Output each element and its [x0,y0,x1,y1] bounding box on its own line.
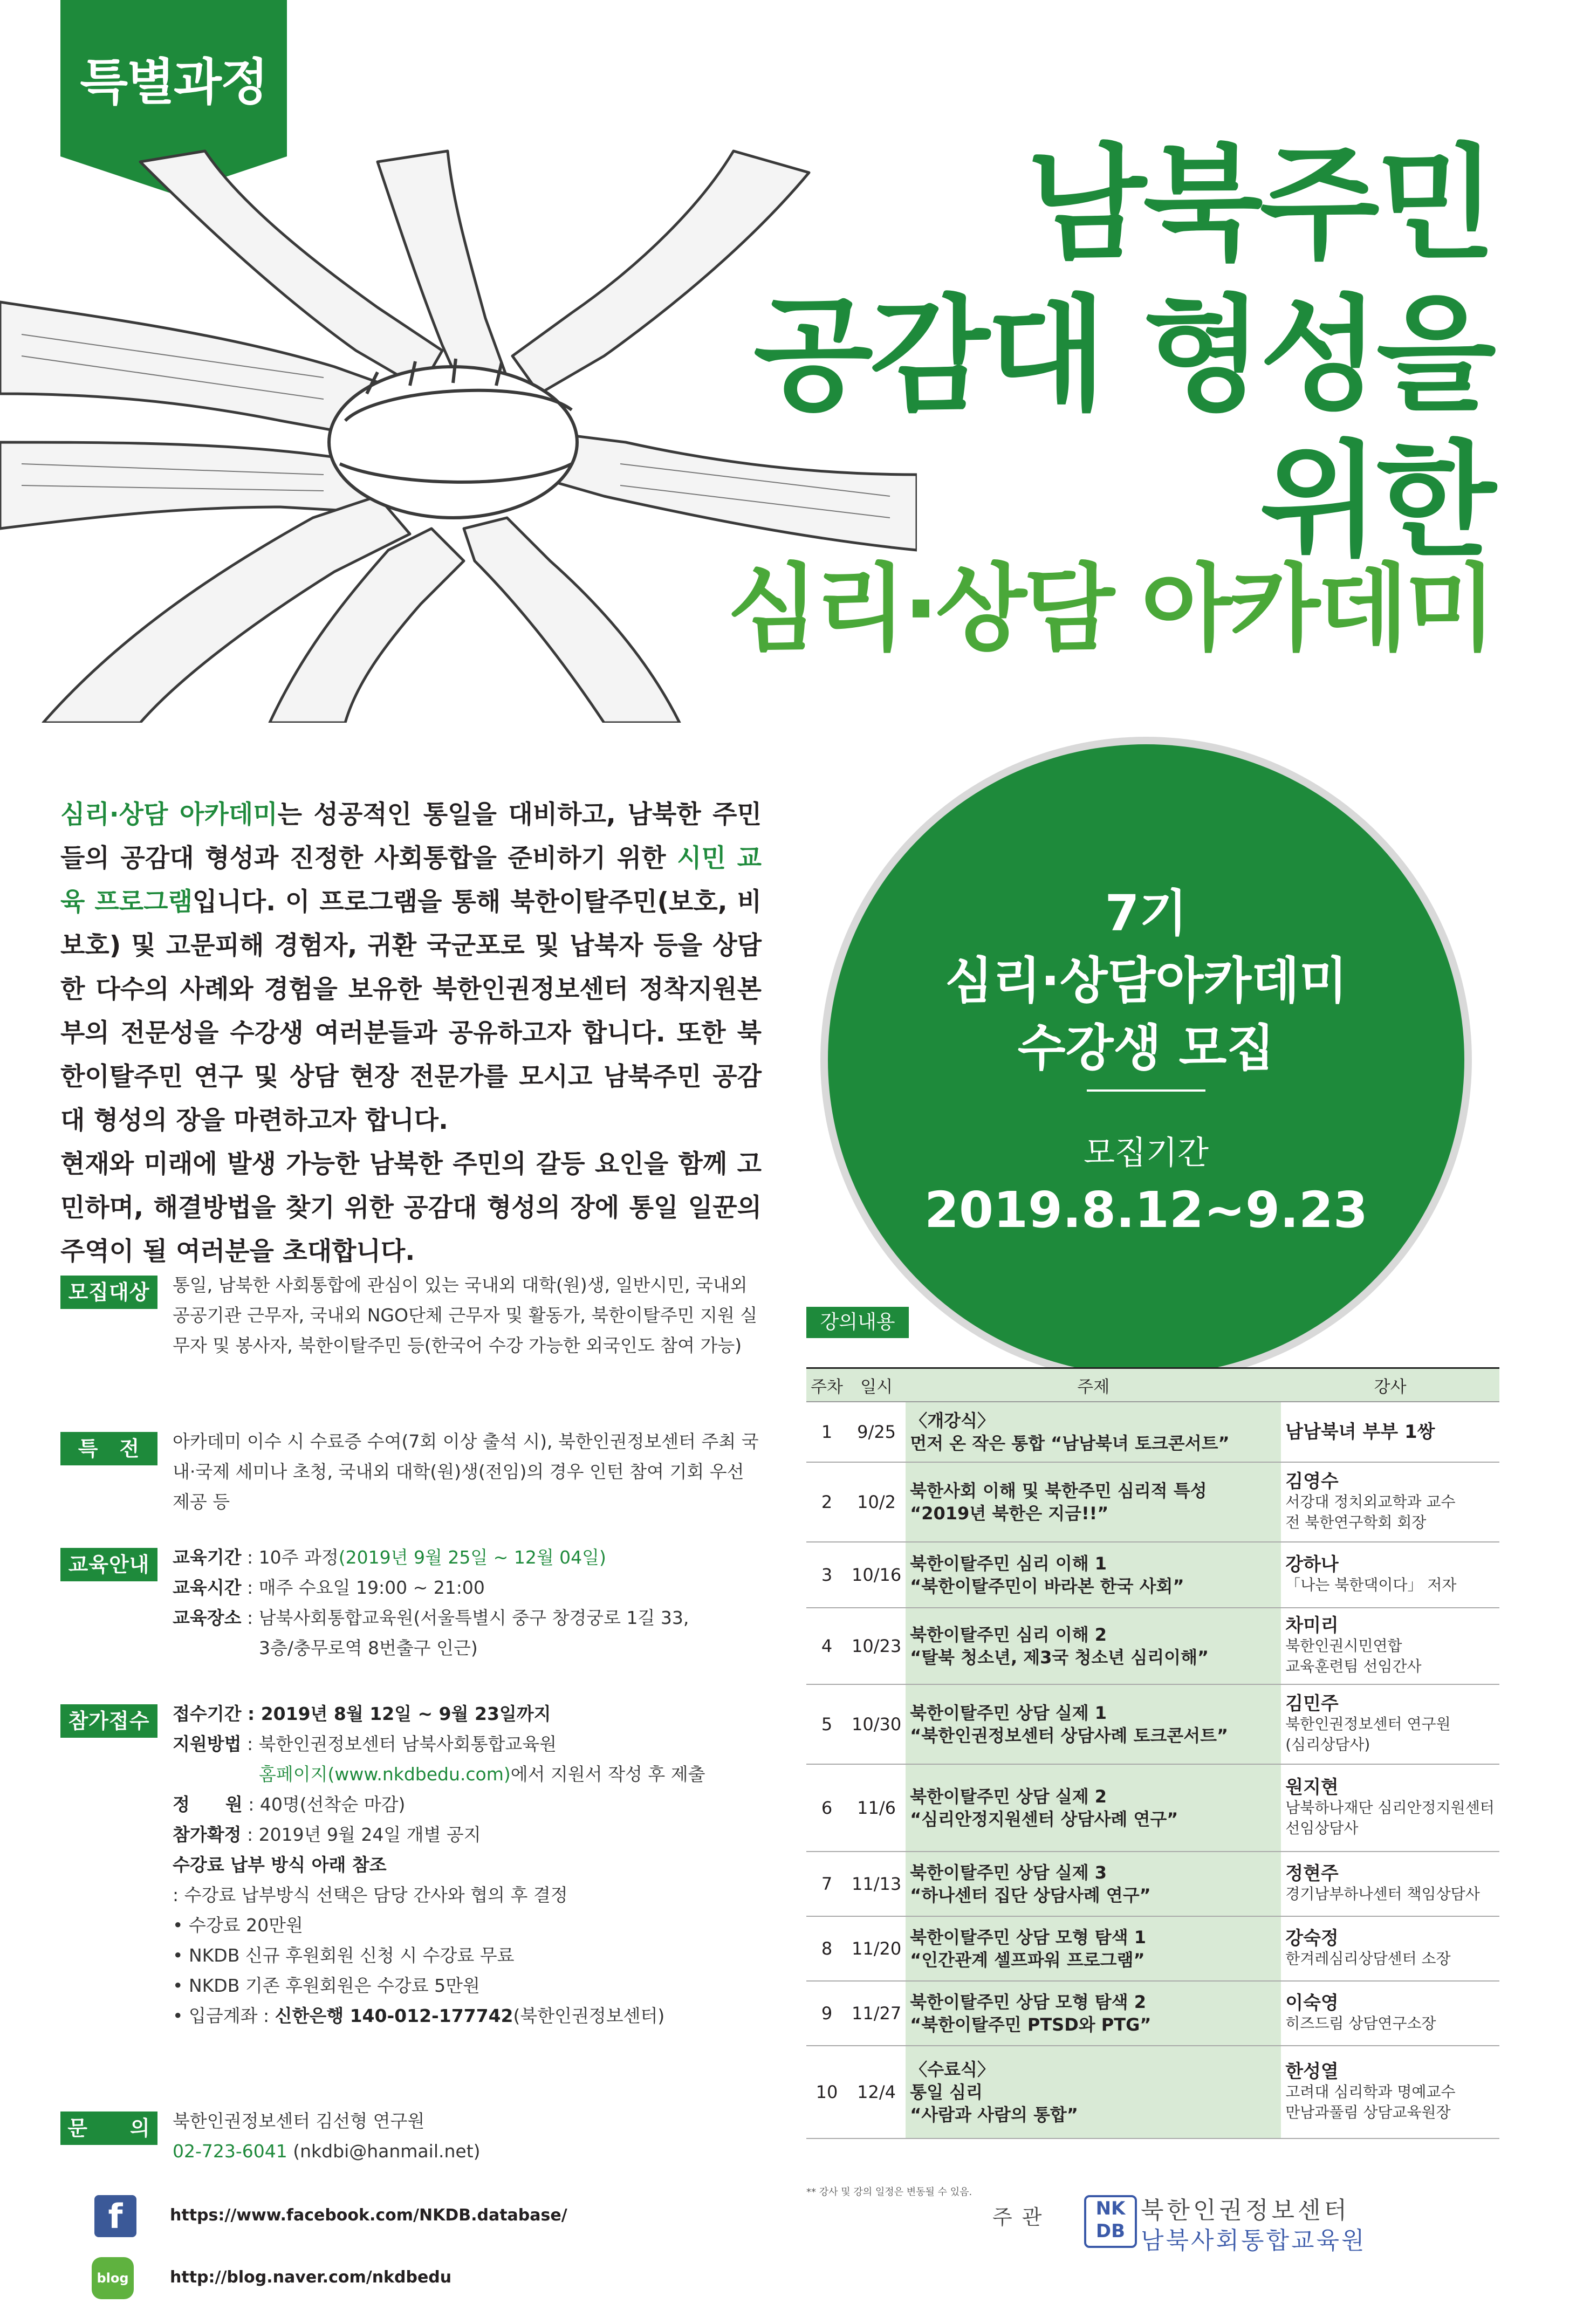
lecture-row [806,2046,1499,2138]
edu-period: : 10주 과정 [241,1547,339,1568]
apply-fee-2: • 수강료 20만원 [173,1915,303,1936]
benefit-text: 아카데미 이수 시 수료증 수여(7회 이상 출석 시), 북한인권정보센터 주최 국내·국제 세미나 초청, 국내외 대학(원)생(전임)의 경우 인턴 참여 기회 우선 제공 등 [173,1431,759,1512]
apply-method-label: 지원방법 [173,1733,242,1754]
lecturer-name: 김영수 [1285,1471,1339,1492]
apply-bank-account: 신한은행 140-012-177742 [275,2005,513,2026]
apply-period: : 2019년 8월 12일 ~ 9월 23일까지 [241,1703,551,1724]
lecture-topic-line: “인간관계 셀프파워 프로그램” [910,1950,1145,1970]
circle-divider [1087,1089,1205,1092]
schedule-note: ** 강사 및 강의 일정은 변동될 수 있음. [806,2186,972,2198]
lecture-lecturer [1281,1608,1499,1684]
host-label: 주관 [992,2205,1052,2229]
lecture-topic-line: “사람과 사람의 통합” [910,2104,1078,2125]
lecturer-desc: 전 북한연구학회 회장 [1285,1513,1427,1531]
lecture-lecturer [1281,1542,1499,1608]
lecturer-desc: 한겨레심리상담센터 소장 [1285,1950,1451,1967]
facebook-link[interactable]: https://www.facebook.com/NKDB.database/ [170,2206,567,2225]
lecture-topic [906,1684,1281,1764]
lecturer-desc: 고려대 심리학과 명예교수 [1285,2083,1456,2101]
lecture-lecturer [1281,1684,1499,1764]
col-topic: 주제 [906,1368,1281,1402]
col-week: 주차 [806,1368,847,1402]
lecturer-name: 강숙정 [1285,1928,1339,1949]
lecture-week: 6 [806,1764,847,1852]
lecture-date: 10/16 [847,1542,906,1608]
apply-tag: 참가접수 [60,1704,157,1738]
lecture-topic [906,1764,1281,1852]
recruitment-circle [828,744,1464,1375]
lecture-row [806,1981,1499,2046]
benefit-tag: 특 전 [60,1432,157,1465]
apply-method-2: 에서 지원서 작성 후 제출 [510,1764,705,1785]
lecturer-desc: 히즈드림 상담연구소장 [1285,2014,1436,2032]
lecture-lecturer [1281,1764,1499,1852]
lecturer-desc: 경기남부하나센터 책임상담사 [1285,1885,1480,1903]
lecture-date: 10/23 [847,1608,906,1684]
lecture-topic-line: 〈수료식〉 [910,2059,995,2080]
edu-place-label: 교육장소 [173,1607,242,1628]
lecturer-desc: 「나는 북한댁이다」 저자 [1285,1576,1457,1594]
lecture-row [806,1764,1499,1852]
lecture-date: 10/2 [847,1462,906,1542]
target-text: 통일, 남북한 사회통합에 관심이 있는 국내외 대학(원)생, 일반시민, 국내외 공공기관 근무자, 국내외 NGO단체 근무자 및 활동가, 북한이탈주민 지원 실무자 및 봉사자, 북한이탈주민 등(한국어 수강 가능한 외국인도 참여 가능) [173,1274,758,1356]
lecture-row [806,1402,1499,1462]
lecturer-desc: 선임상담사 [1285,1819,1359,1837]
lecture-topic-line: “하나센터 집단 상담사례 연구” [910,1885,1151,1905]
lecture-date: 11/13 [847,1852,906,1916]
intro-highlight: 시민 교육 프로그램 [60,844,762,917]
lecture-topic [906,1608,1281,1684]
intro-text-2: 현재와 미래에 발생 가능한 남북한 주민의 갈등 요인을 함께 고민하며, 해결방법을 찾기 위한 공감대 형성의 장에 통일 일꾼의 주역이 될 여러분을 초대합니다. [60,1149,762,1266]
circle-program: 심리·상담아카데미 [945,952,1347,1010]
org-name-2: 남북사회통합교육원 [1141,2227,1367,2254]
circle-cohort: 7기 [1105,885,1188,942]
lecture-date: 12/4 [847,2046,906,2138]
headline-line-1: 남북주민 [1026,133,1493,277]
contact-info [173,2106,766,2167]
lecture-tag: 강의내용 [806,1307,909,1338]
lecturer-name: 김민주 [1285,1693,1339,1715]
apply-fee-5b: (북한인권정보센터) [513,2005,665,2026]
contact-person: 북한인권정보센터 김선형 연구원 [173,2110,425,2131]
circle-period: 2019.8.12~9.23 [924,1181,1368,1239]
lecture-topic-line: “북한인권정보센터 상담사례 토크콘서트” [910,1725,1229,1746]
lecturer-desc: 북한인권시민연합 [1285,1637,1402,1655]
lecture-week: 9 [806,1981,847,2046]
lecture-topic-line: 북한이탈주민 심리 이해 2 [910,1624,1107,1645]
target-tag: 모집대상 [60,1276,157,1309]
apply-fee-heading: 수강료 납부 방식 아래 참조 [173,1854,387,1875]
lecture-topic-line: 북한이탈주민 상담 실제 1 [910,1703,1107,1723]
lecture-lecturer [1281,2046,1499,2138]
lecture-date: 11/20 [847,1916,906,1981]
lecture-week: 7 [806,1852,847,1916]
facebook-icon[interactable]: f [94,2195,136,2237]
blog-link[interactable]: http://blog.naver.com/nkdbedu [170,2268,452,2287]
lecture-topic-line: “심리안정지원센터 상담사례 연구” [910,1809,1178,1829]
lecture-row [806,1684,1499,1764]
lecture-topic-line: 먼저 온 작은 통합 “남남북녀 토크콘서트” [910,1433,1230,1454]
lecture-topic-line: 북한이탈주민 상담 실제 2 [910,1786,1107,1807]
edu-tag: 교육안내 [60,1548,157,1581]
lecture-week: 5 [806,1684,847,1764]
lecture-table [806,1367,1499,2139]
lecturer-desc: 서강대 정치외교학과 교수 [1285,1493,1456,1511]
contact-phone[interactable]: 02-723-6041 [173,2141,287,2162]
lecture-date: 11/6 [847,1764,906,1852]
lecture-topic-line: “북한이탈주민이 바라본 한국 사회” [910,1576,1184,1596]
lecturer-desc: 남북하나재단 심리안정지원센터 [1285,1799,1495,1816]
edu-place-1: : 남북사회통합교육원(서울특별시 중구 창경궁로 1길 33, [241,1607,689,1628]
apply-confirm: : 2019년 9월 24일 개별 공지 [241,1824,481,1845]
lecture-date: 9/25 [847,1402,906,1462]
nkdb-logo: NK DB [1084,2195,1137,2248]
lecture-week: 3 [806,1542,847,1608]
lecture-topic-line: “탈북 청소년, 제3국 청소년 심리이해” [910,1647,1209,1668]
lecture-week: 4 [806,1608,847,1684]
contact-tag: 문 의 [60,2112,157,2145]
col-lecturer: 강사 [1281,1368,1499,1402]
lecture-lecturer [1281,1402,1499,1462]
lecturer-desc: 북한인권정보센터 연구원 [1285,1715,1451,1733]
lecture-lecturer [1281,1462,1499,1542]
edu-time-label: 교육시간 [173,1577,242,1598]
lecture-topic-line: “2019년 북한은 지금!!” [910,1503,1109,1524]
apply-capacity: : 40명(선착순 마감) [242,1794,406,1815]
circle-recruit: 수강생 모집 [1017,1019,1275,1077]
apply-info [173,1699,766,2031]
lecturer-name: 정현주 [1285,1863,1339,1884]
lecturer-name: 차미리 [1285,1615,1339,1636]
apply-period-label: 접수기간 [173,1703,242,1724]
lecture-week: 1 [806,1402,847,1462]
lecture-lecturer [1281,1981,1499,2046]
lecture-row [806,1608,1499,1684]
intro-text-1b: 입니다. 이 프로그램을 통해 북한이탈주민(보호, 비보호) 및 고문피해 경험자, 귀환 국군포로 및 납북자 등을 상담한 다수의 사례와 경험을 보유한 북한인권정보센터 정착지원본부의 전문성을 수강생 여러분들과 공유하고자 합니다. 또한 북한이탈주민 연구 및 상담 현장 전문가를 모시고 남북주민 공감대 형성의 장을 마련하고자 합니다. [60,887,762,1135]
headline-line-3: 위한 [1259,429,1493,573]
lecturer-name: 한성열 [1285,2061,1339,2082]
lecture-row [806,1916,1499,1981]
apply-fee-3: • NKDB 신규 후원회원 신청 시 수강료 무료 [173,1945,515,1966]
lecture-date: 10/30 [847,1684,906,1764]
apply-capacity-label: 정 원 [173,1794,243,1815]
lecture-topic-line: 북한이탈주민 심리 이해 1 [910,1553,1107,1574]
lecturer-name: 원지현 [1285,1777,1339,1798]
lecturer-name: 남남북녀 부부 1쌍 [1285,1421,1435,1443]
apply-fee-1: : 수강료 납부방식 선택은 담당 간사와 협의 후 결정 [173,1884,568,1905]
intro-lead: 심리·상담 아카데미 [60,800,278,829]
lecture-week: 8 [806,1916,847,1981]
lecture-week: 10 [806,2046,847,2138]
lecturer-desc: 만남과풀림 상담교육원장 [1285,2103,1451,2121]
headline-line-4: 심리·상담 아카데미 [727,554,1493,664]
lecture-topic [906,1462,1281,1542]
lecturer-name: 이숙영 [1285,1992,1339,2014]
lecture-topic [906,1402,1281,1462]
lecture-topic-line: 북한이탈주민 상담 실제 3 [910,1862,1107,1883]
apply-fee-4: • NKDB 기존 후원회원은 수강료 5만원 [173,1975,480,1996]
lecture-topic-line: “북한이탈주민 PTSD와 PTG” [910,2014,1152,2035]
lecturer-desc: (심리상담사) [1285,1736,1370,1753]
lecture-lecturer [1281,1852,1499,1916]
lecture-topic-line: 〈개강식〉 [910,1410,995,1431]
lecture-header-row [806,1368,1499,1402]
lecturer-desc: 교육훈련팀 선임간사 [1285,1657,1422,1675]
lecture-topic-line: 북한이탈주민 상담 모형 탐색 1 [910,1927,1146,1948]
apply-homepage-link[interactable]: 홈페이지(www.nkdbedu.com) [259,1764,511,1785]
lecture-date: 11/27 [847,1981,906,2046]
circle-period-label: 모집기간 [1084,1134,1209,1172]
lecture-row [806,1852,1499,1916]
intro-text-1a: 는 성공적인 통일을 대비하고, 남북한 주민들의 공감대 형성과 진정한 사회통합을 준비하기 위한 [60,800,762,873]
edu-place-2: 3층/충무로역 8번출구 인근) [259,1637,478,1658]
intro-paragraph [60,793,762,1273]
org-name-1: 북한인권정보센터 [1141,2197,1351,2224]
special-course-badge: 특별과정 [60,0,287,156]
contact-email[interactable]: (nkdbi@hanmail.net) [287,2141,481,2162]
lecture-row [806,1542,1499,1608]
lecture-topic-line: 북한사회 이해 및 북한주민 심리적 특성 [910,1480,1207,1501]
lecture-topic-line: 북한이탈주민 상담 모형 탐색 2 [910,1992,1146,2012]
apply-fee-5a: • 입금계좌 : [173,2005,275,2026]
lecture-topic [906,1542,1281,1608]
lecture-week: 2 [806,1462,847,1542]
blog-icon[interactable]: blog [92,2257,134,2299]
apply-confirm-label: 참가확정 [173,1824,242,1845]
lecturer-name: 강하나 [1285,1554,1339,1575]
headline-line-2: 공감대 형성을 [753,284,1493,428]
apply-method-1: : 북한인권정보센터 남북사회통합교육원 [241,1733,557,1754]
lecture-topic [906,1916,1281,1981]
lecture-topic [906,2046,1281,2138]
edu-time: : 매주 수요일 19:00 ~ 21:00 [241,1577,485,1598]
col-date: 일시 [847,1368,906,1402]
lecture-topic [906,1852,1281,1916]
lecture-lecturer [1281,1916,1499,1981]
lecture-topic [906,1981,1281,2046]
edu-period-dates: (2019년 9월 25일 ~ 12월 04일) [338,1547,606,1568]
edu-period-label: 교육기간 [173,1547,242,1568]
lecture-row [806,1462,1499,1542]
edu-info [173,1543,766,1663]
lecture-topic-line: 통일 심리 [910,2082,983,2102]
